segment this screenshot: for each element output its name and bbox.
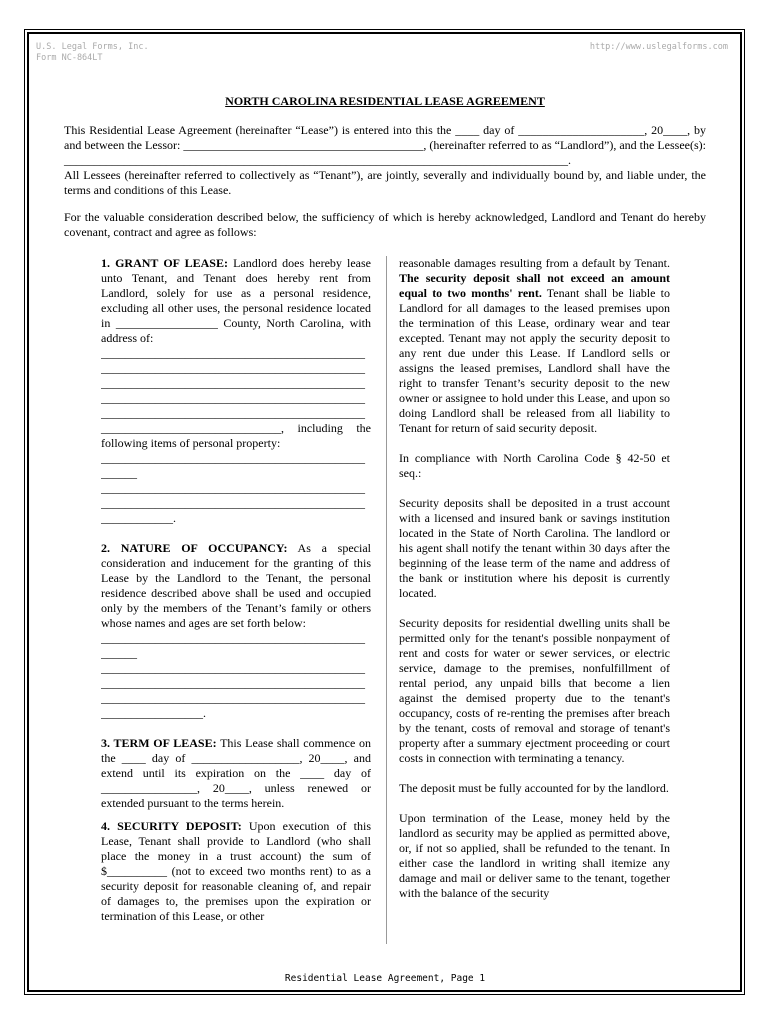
consideration-paragraph: For the valuable consideration described below, the sufficiency of which is hereby acknowledged, Landlord and Tenant do hereby covenant, contract and agree as follows: — [64, 210, 706, 239]
form-id: Form NC-864LT — [36, 53, 103, 63]
header-left — [36, 42, 149, 64]
grant-of-lease-section — [101, 256, 371, 346]
left-column — [101, 256, 371, 924]
address-line: ____________________________________________ — [101, 376, 365, 390]
property-line: ____________________________________________ — [101, 481, 365, 495]
security-heading: 4. SECURITY DEPOSIT: — [101, 819, 242, 833]
property-line: ______ — [101, 466, 137, 480]
document-title: NORTH CAROLINA RESIDENTIAL LEASE AGREEMENT — [225, 94, 545, 108]
property-line: ____________. — [101, 511, 176, 525]
header-url: http://www.uslegalforms.com — [589, 42, 728, 52]
security-continued-text-2: Tenant shall be liable to Landlord for all damages to the leased premises upon the termination of this Lease, ordinary wear and tear excepted. Tenant may not apply the security deposit to any rent due under this Lease. If Landlord sells or assigns the leased premises, Landlord shall have the right to transfer Tenant’s security deposit to the new owner or assignee to hold under this Lease, and upon so doing Landlord shall be released from all liability to Tenant for return of said security deposit. — [399, 286, 670, 435]
lessees-paragraph: All Lessees (hereinafter referred to collectively as “Tenant”), are jointly, severally and individually bound by, and liable under, the terms and conditions of this Lease. — [64, 168, 706, 197]
intro-paragraph: This Residential Lease Agreement (hereinafter “Lease”) is entered into this the ____ day of _____________________, 20____, by and between the Lessor: ________________________________________, (hereinafter referred to as “Landlord”), and the Lessee(s): ____________________________________________________________________________________. — [64, 123, 706, 167]
occupant-line: ____________________________________________ — [101, 631, 365, 645]
grant-body: Landlord does hereby lease unto Tenant, and Tenant does hereby rent from Landlord, solely for use as a personal residence, excluding all other uses, the personal residence located in _________________ County, North Carolina, with address of: — [101, 256, 371, 345]
occupant-line: _________________. — [101, 706, 206, 720]
security-deposit-continued — [399, 256, 670, 436]
occupancy-heading: 2. NATURE OF OCCUPANCY: — [101, 541, 288, 555]
address-line: ____________________________________________ — [101, 391, 365, 405]
security-limit-bold: The security deposit shall not exceed an amount equal to two months' rent. — [399, 271, 670, 300]
term-of-lease-section — [101, 736, 371, 811]
address-line: ____________________________________________ — [101, 346, 365, 360]
security-continued-text: reasonable damages resulting from a default by Tenant. — [399, 256, 670, 270]
occupancy-body: As a special consideration and inducement for the granting of this Lease by the Landlord to the Tenant, the personal residence described above shall be used and occupied only by the members of the Tenant’s family or others whose names and ages are set forth below: — [101, 541, 371, 630]
property-line: ____________________________________________ — [101, 451, 365, 465]
page-footer: Residential Lease Agreement, Page 1 — [284, 973, 486, 984]
termination-paragraph: Upon termination of the Lease, money held by the landlord as security may be applied as permitted above, or, if not so applied, shall be refunded to the tenant. In either case the landlord in writing shall itemize any damage and mail or deliver same to the tenant, together with the balance of the security — [399, 811, 670, 900]
address-line: ____________________________________________ — [101, 361, 365, 375]
right-column — [399, 256, 670, 901]
term-body: This Lease shall commence on the ____ day of __________________, 20____, and extend until its expiration on the ____ day of ________________, 20____, unless renewed or extended pursuant to the terms herein. — [101, 736, 372, 810]
occupant-line: ____________________________________________ — [101, 661, 365, 675]
term-heading: 3. TERM OF LEASE: — [101, 736, 217, 750]
security-deposit-section — [101, 819, 371, 924]
security-body: Upon execution of this Lease, Tenant shall provide to Landlord (who shall place the money in a trust account) the sum of $__________ (not to exceed two months rent) to as a security deposit for reasonable cleaning of, and repair of damages to, the premises upon the expiration or termination of this Lease, or other — [101, 819, 371, 923]
grant-heading: 1. GRANT OF LEASE: — [101, 256, 228, 270]
trust-account-paragraph: Security deposits shall be deposited in a trust account with a licensed and insured bank or savings institution located in the State of North Carolina. The landlord or his agent shall notify the tenant within 30 days after the beginning of the lease term of the name and address of the bank or institution where his deposit is currently located. — [399, 496, 670, 600]
personal-property-intro: ______________________________, including the following items of personal property: — [101, 421, 371, 450]
column-divider — [386, 256, 387, 944]
compliance-paragraph: In compliance with North Carolina Code § 42-50 et seq.: — [399, 451, 670, 480]
permitted-uses-paragraph: Security deposits for residential dwelling units shall be permitted only for the tenant's possible nonpayment of rent and costs for water or sewer services, or electric service, damage to the premises, nonfulfillment of rental period, any unpaid bills that become a lien against the demised property due to the tenant's occupancy, costs of re-renting the premises after breach by the tenant, costs of removal and storage of tenant's property after a summary ejectment proceeding or court costs in connection with terminating a tenancy. — [399, 616, 670, 765]
accounting-paragraph: The deposit must be fully accounted for by the landlord. — [399, 781, 669, 795]
address-line: ____________________________________________ — [101, 406, 365, 420]
nature-of-occupancy-section — [101, 541, 371, 631]
company-name: U.S. Legal Forms, Inc. — [36, 42, 149, 52]
property-line: ____________________________________________ — [101, 496, 365, 510]
occupant-line: ____________________________________________ — [101, 691, 365, 705]
occupant-line: ______ — [101, 646, 137, 660]
occupant-line: ____________________________________________ — [101, 676, 365, 690]
